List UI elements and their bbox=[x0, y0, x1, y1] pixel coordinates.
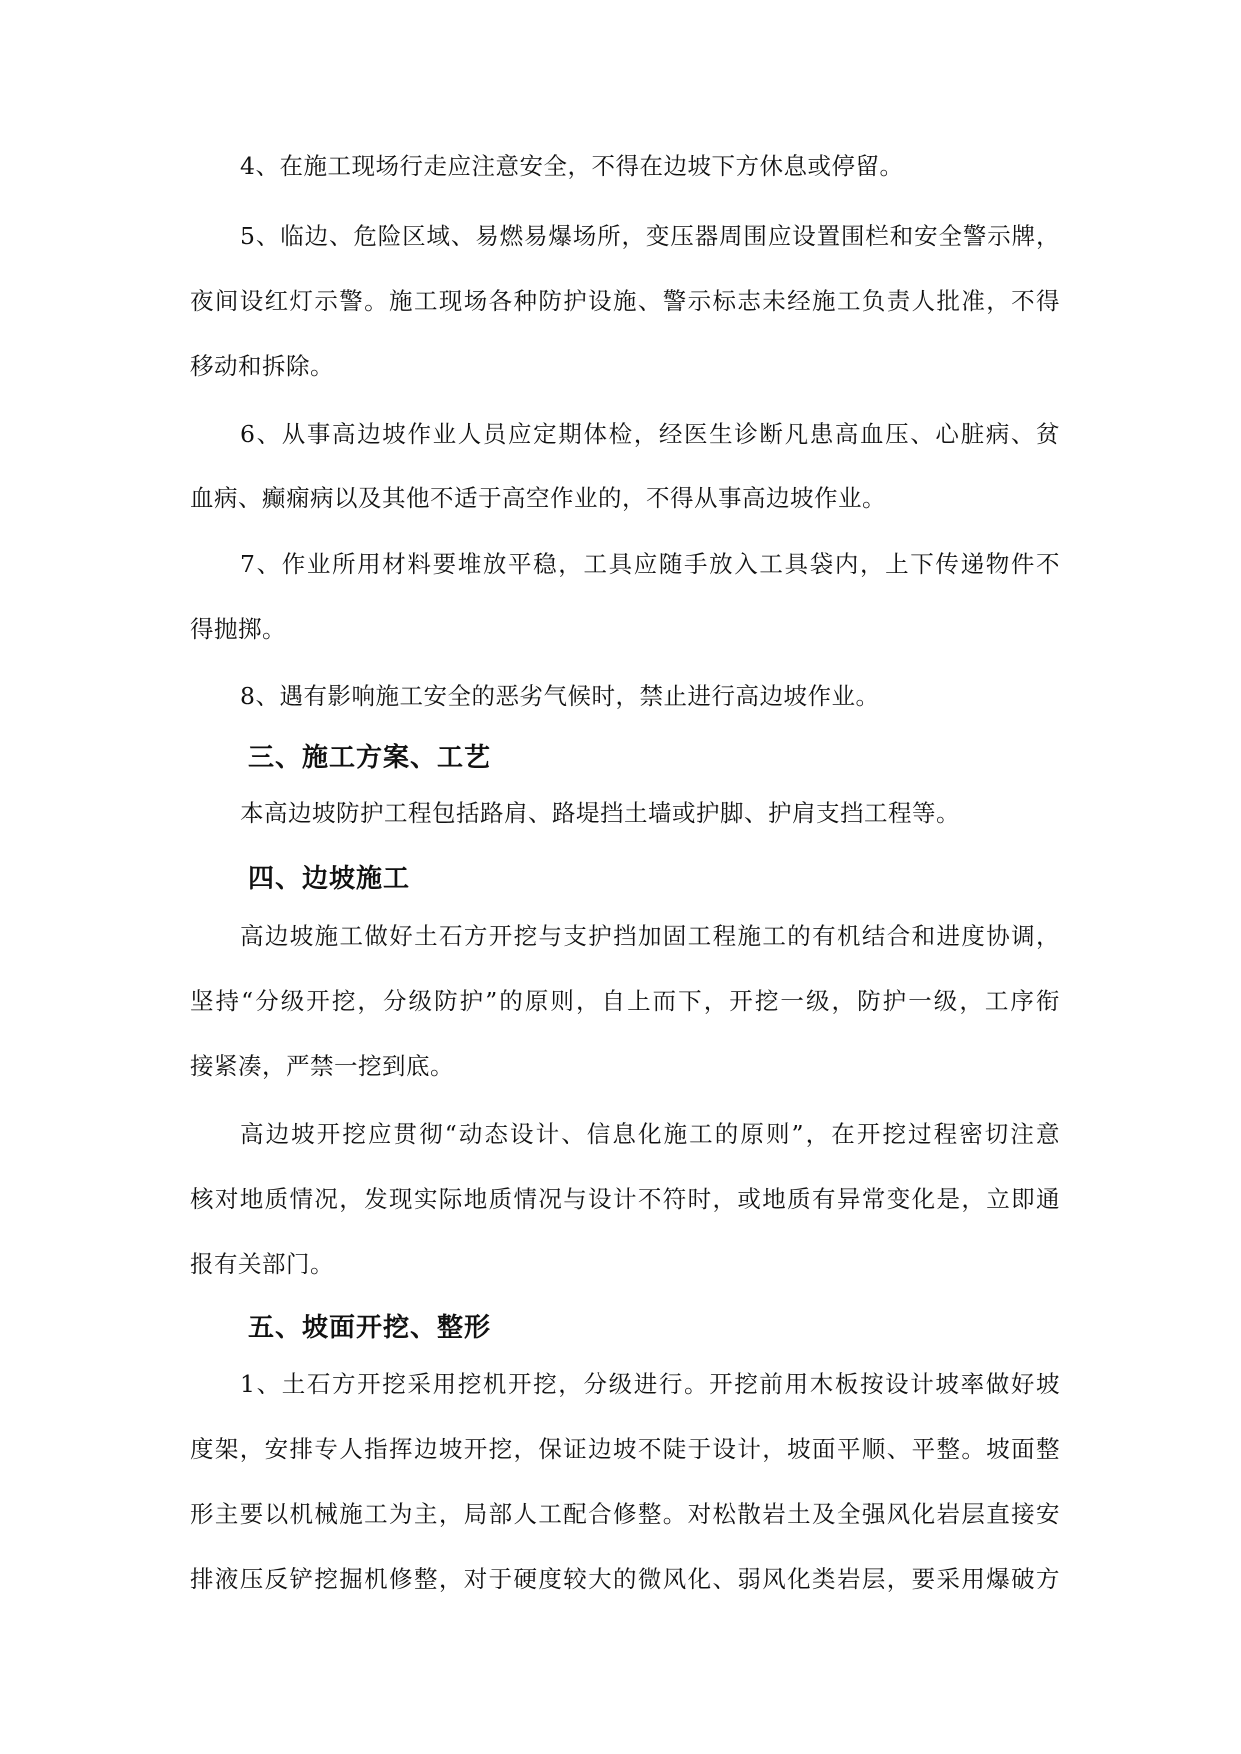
paragraph-line: 本高边坡防护工程包括路肩、路堤挡土墙或护脚、护肩支挡工程等。 bbox=[240, 799, 960, 827]
section-heading: 三、施工方案、工艺 bbox=[248, 743, 492, 773]
paragraph-line: 移动和拆除。 bbox=[190, 352, 334, 380]
paragraph-line: 8、遇有影响施工安全的恶劣气候时，禁止进行高边坡作业。 bbox=[240, 682, 880, 710]
paragraph-line: 夜间设红灯示警。施工现场各种防护设施、警示标志未经施工负责人批准，不得 bbox=[190, 287, 1060, 315]
paragraph-line: 5、临边、危险区域、易燃易爆场所，变压器周围应设置围栏和安全警示牌， bbox=[240, 222, 1060, 250]
paragraph-line: 7、作业所用材料要堆放平稳，工具应随手放入工具袋内，上下传递物件不 bbox=[240, 550, 1060, 578]
paragraph-line: 接紧凑，严禁一挖到底。 bbox=[190, 1052, 454, 1080]
paragraph-line: 排液压反铲挖掘机修整，对于硬度较大的微风化、弱风化类岩层，要采用爆破方 bbox=[190, 1565, 1060, 1593]
section-heading: 四、边坡施工 bbox=[248, 864, 411, 894]
paragraph-line: 高边坡施工做好土石方开挖与支护挡加固工程施工的有机结合和进度协调， bbox=[240, 922, 1060, 950]
section-heading: 五、坡面开挖、整形 bbox=[248, 1313, 492, 1343]
paragraph-line: 血病、癫痫病以及其他不适于高空作业的，不得从事高边坡作业。 bbox=[190, 484, 886, 512]
paragraph-line: 6、从事高边坡作业人员应定期体检，经医生诊断凡患高血压、心脏病、贫 bbox=[240, 420, 1060, 448]
paragraph-line: 高边坡开挖应贯彻“动态设计、信息化施工的原则”，在开挖过程密切注意 bbox=[240, 1120, 1060, 1148]
paragraph-line: 报有关部门。 bbox=[190, 1250, 334, 1278]
paragraph-line: 形主要以机械施工为主，局部人工配合修整。对松散岩土及全强风化岩层直接安 bbox=[190, 1500, 1060, 1528]
paragraph-line: 得抛掷。 bbox=[190, 615, 286, 643]
paragraph-line: 核对地质情况，发现实际地质情况与设计不符时，或地质有异常变化是，立即通 bbox=[190, 1185, 1060, 1213]
paragraph-line: 4、在施工现场行走应注意安全，不得在边坡下方休息或停留。 bbox=[240, 152, 904, 180]
paragraph-line: 1、土石方开挖采用挖机开挖，分级进行。开挖前用木板按设计坡率做好坡 bbox=[240, 1370, 1060, 1398]
paragraph-line: 坚持“分级开挖，分级防护”的原则，自上而下，开挖一级，防护一级，工序衔 bbox=[190, 987, 1060, 1015]
paragraph-line: 度架，安排专人指挥边坡开挖，保证边坡不陡于设计，坡面平顺、平整。坡面整 bbox=[190, 1435, 1060, 1463]
